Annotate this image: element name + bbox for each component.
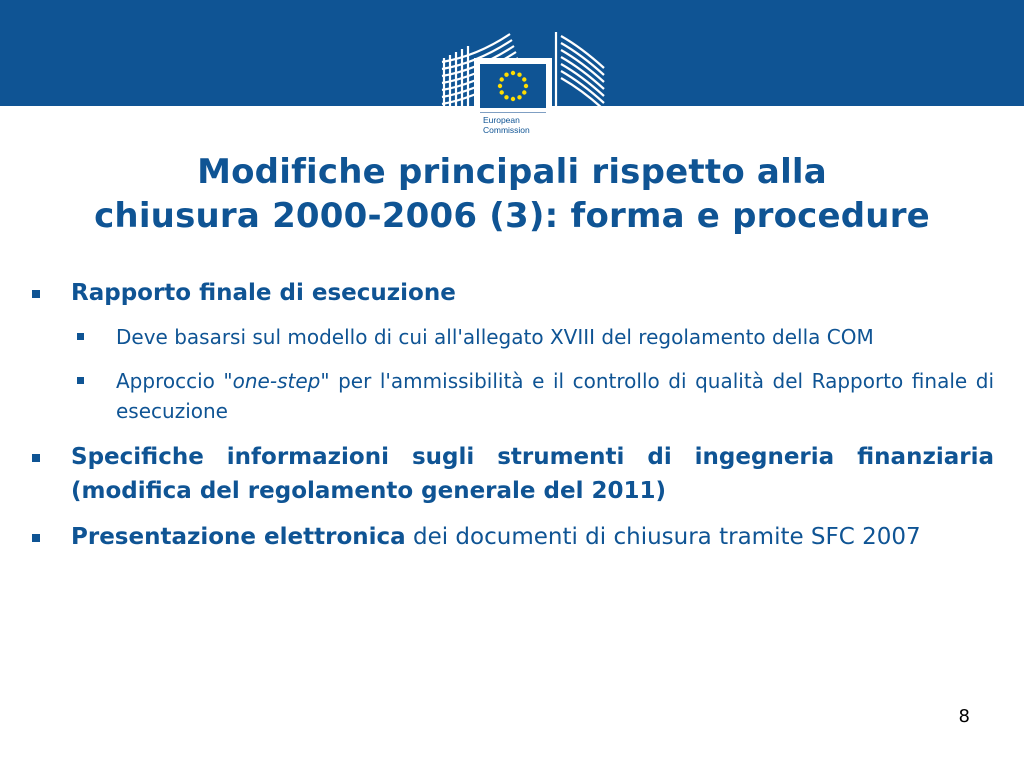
slide-content — [30, 276, 994, 554]
logo-text-line1: European — [483, 115, 520, 125]
sub-bullet-item-1 — [30, 322, 994, 352]
european-commission-logo — [432, 28, 612, 142]
page-number: 8 — [958, 706, 970, 727]
sub-bullet-item-2-emphasis: one-step — [232, 369, 321, 393]
square-bullet-icon — [77, 377, 84, 384]
logo-text-line2: Commission — [483, 125, 530, 135]
bullet-item-3 — [30, 520, 994, 554]
sub-bullet-item-1-text: Deve basarsi sul modello di cui all'allegato XVIII del regolamento della COM — [116, 325, 874, 349]
bullet-item-1-text: Rapporto finale di esecuzione — [71, 280, 456, 306]
title-line-2: chiusura 2000-2006 (3): forma e procedure — [94, 196, 930, 236]
square-bullet-icon — [32, 454, 40, 462]
square-bullet-icon — [32, 534, 40, 542]
square-bullet-icon — [32, 290, 40, 298]
bullet-item-3-text: dei documenti di chiusura tramite SFC 2007 — [405, 524, 921, 550]
bullet-item-2 — [30, 440, 994, 508]
sub-bullet-item-2 — [30, 366, 994, 426]
slide-title — [0, 150, 1024, 238]
sub-bullet-item-2-text-b: " per l'ammissibilità e il controllo di qualità del Rapporto finale di esecuzione — [116, 369, 995, 423]
square-bullet-icon — [77, 333, 84, 340]
bullet-item-1 — [30, 276, 994, 310]
bullet-item-3-bold: Presentazione elettronica — [71, 524, 406, 550]
sub-bullet-item-2-text-a: Approccio " — [116, 369, 233, 393]
bullet-item-2-text: Specifiche informazioni sugli strumenti di ingegneria finanziaria (modifica del regolamento generale del 2011) — [71, 444, 994, 504]
title-line-1: Modifiche principali rispetto alla — [197, 152, 827, 192]
